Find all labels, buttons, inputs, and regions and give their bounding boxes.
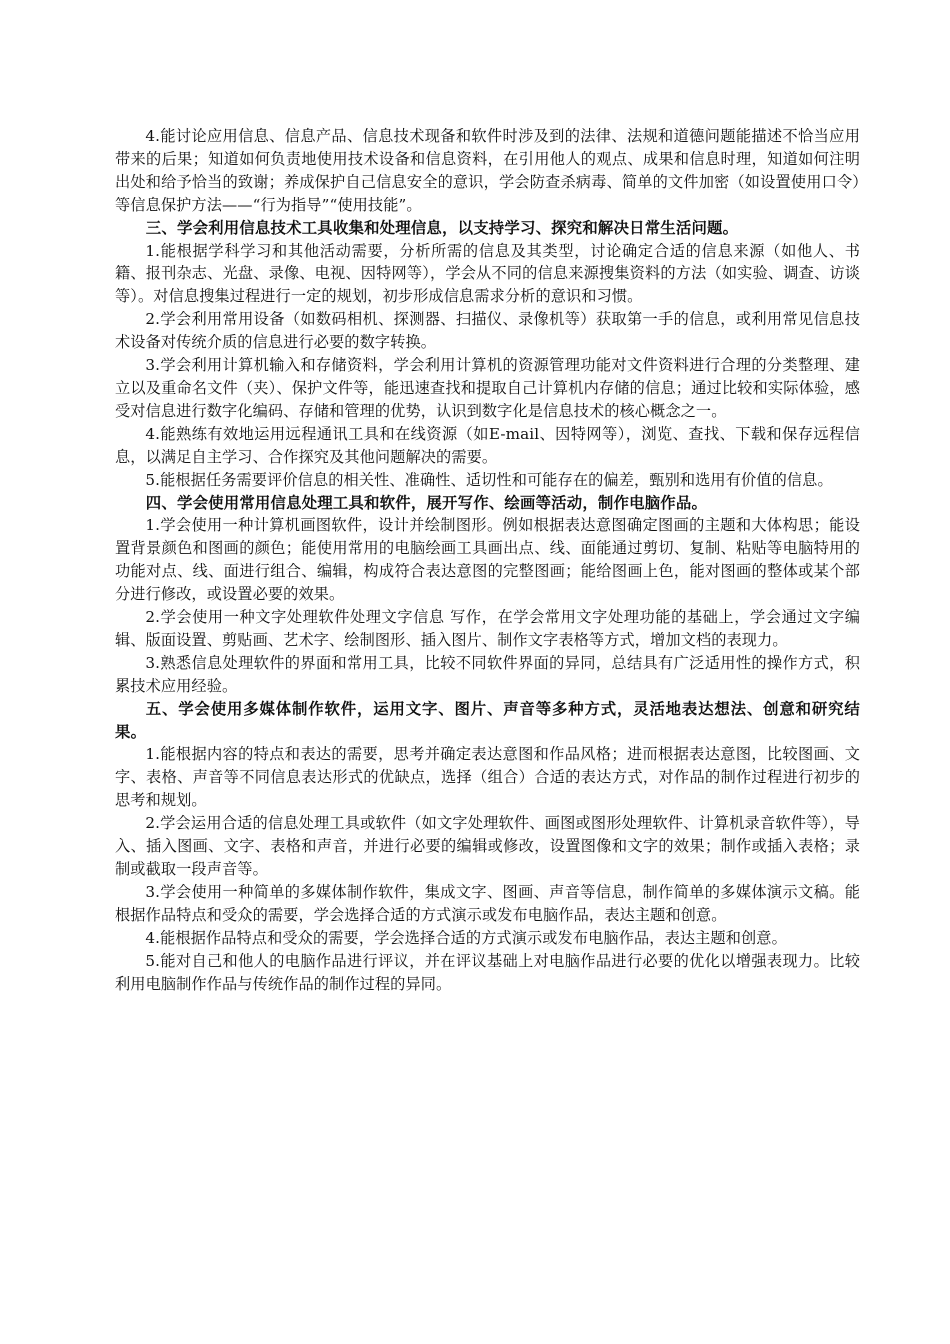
paragraph-4-1: 1.学会使用一种计算机画图软件，设计并绘制图形。例如根据表达意图确定图画的主题和大体构思；能设置背景颜色和图画的颜色；能使用常用的电脑绘画工具画出点、线、面能通过剪切、复制、粘贴等电脑特用的功能对点、线、面进行组合、编辑，构成符合表达意图的完整图画；能给图画上色，能对图画的整体或某个部分进行修改，或设置必要的效果。 [115,516,860,604]
document-page [115,125,860,995]
paragraph-3-4: 4.能熟练有效地运用远程通讯工具和在线资源（如E-mail、因特网等），浏览、查找、下载和保存远程信息，以满足自主学习、合作探究及其他问题解决的需要。 [115,424,860,466]
section-heading-4: 四、学会使用常用信息处理工具和软件，展开写作、绘画等活动，制作电脑作品。 [145,493,708,512]
paragraph-4-2: 2.学会使用一种文字处理软件处理文字信息 写作，在学会常用文字处理功能的基础上，学会通过文字编辑、版面设置、剪贴画、艺术字、绘制图形、插入图片、制作文字表格等方式，增加文档的表现力。 [115,608,860,649]
paragraph-5-5: 5.能对自己和他人的电脑作品进行评议，并在评议基础上对电脑作品进行必要的优化以增强表现力。比较利用电脑制作作品与传统作品的制作过程的异同。 [115,951,860,993]
paragraph-5-4: 4.能根据作品特点和受众的需要，学会选择合适的方式演示或发布电脑作品，表达主题和创意。 [145,928,787,947]
paragraph-4-legal-ethics: 4.能讨论应用信息、信息产品、信息技术现备和软件时涉及到的法律、法规和道德问题能描述不恰当应用带来的后果；知道如何负责地使用技术设备和信息资料，在引用他人的观点、成果和信息时理，知道如何注明出处和给予恰当的致谢；养成保护自己信息安全的意识，学会防查杀病毒、简单的文件加密（如设置使用口令）等信息保护方法——“行为指导”“使用技能”。 [115,127,860,214]
paragraph-5-2: 2.学会运用合适的信息处理工具或软件（如文字处理软件、画图或图形处理软件、计算机录音软件等），导入、插入图画、文字、表格和声音，并进行必要的编辑或修改，设置图像和文字的效果；制作或插入表格；录制或截取一段声音等。 [115,814,860,878]
paragraph-5-1: 1.能根据内容的特点和表达的需要，思考并确定表达意图和作品风格；进而根据表达意图，比较图画、文字、表格、声音等不同信息表达形式的优缺点，选择（组合）合适的表达方式，对作品的制作过程进行初步的思考和规划。 [115,745,860,810]
paragraph-3-2: 2.学会利用常用设备（如数码相机、探测器、扫描仪、录像机等）获取第一手的信息，或利用常见信息技术设备对传统介质的信息进行必要的数字转换。 [115,310,860,352]
section-heading-3: 三、学会利用信息技术工具收集和处理信息，以支持学习、探究和解决日常生活问题。 [145,218,739,237]
paragraph-4-3: 3.熟悉信息处理软件的界面和常用工具，比较不同软件界面的异同，总结具有广泛适用性的操作方式，积累技术应用经验。 [115,653,860,695]
section-heading-5: 五、学会使用多媒体制作软件，运用文字、图片、声音等多种方式，灵活地表达想法、创意和研究结果。 [115,699,860,741]
paragraph-5-3: 3.学会使用一种简单的多媒体制作软件，集成文字、图画、声音等信息，制作简单的多媒体演示文稿。能根据作品特点和受众的需要，学会选择合适的方式演示或发布电脑作品，表达主题和创意。 [115,882,860,924]
paragraph-3-5: 5.能根据任务需要评价信息的相关性、准确性、适切性和可能存在的偏差，甄别和选用有价值的信息。 [145,470,833,489]
paragraph-3-1: 1.能根据学科学习和其他活动需要，分析所需的信息及其类型，讨论确定合适的信息来源（如他人、书籍、报刊杂志、光盘、录像、电视、因特网等），学会从不同的信息来源搜集资料的方法（如实验、调查、访谈等）。对信息搜集过程进行一定的规划，初步形成信息需求分析的意识和习惯。 [115,241,860,306]
paragraph-3-3: 3.学会利用计算机输入和存储资料，学会利用计算机的资源管理功能对文件资料进行合理的分类整理、建立以及重命名文件（夹）、保护文件等，能迅速查找和提取自己计算机内存储的信息；通过比较和实际体验，感受对信息进行数字化编码、存储和管理的优势，认识到数字化是信息技术的核心概念之一。 [115,356,860,420]
